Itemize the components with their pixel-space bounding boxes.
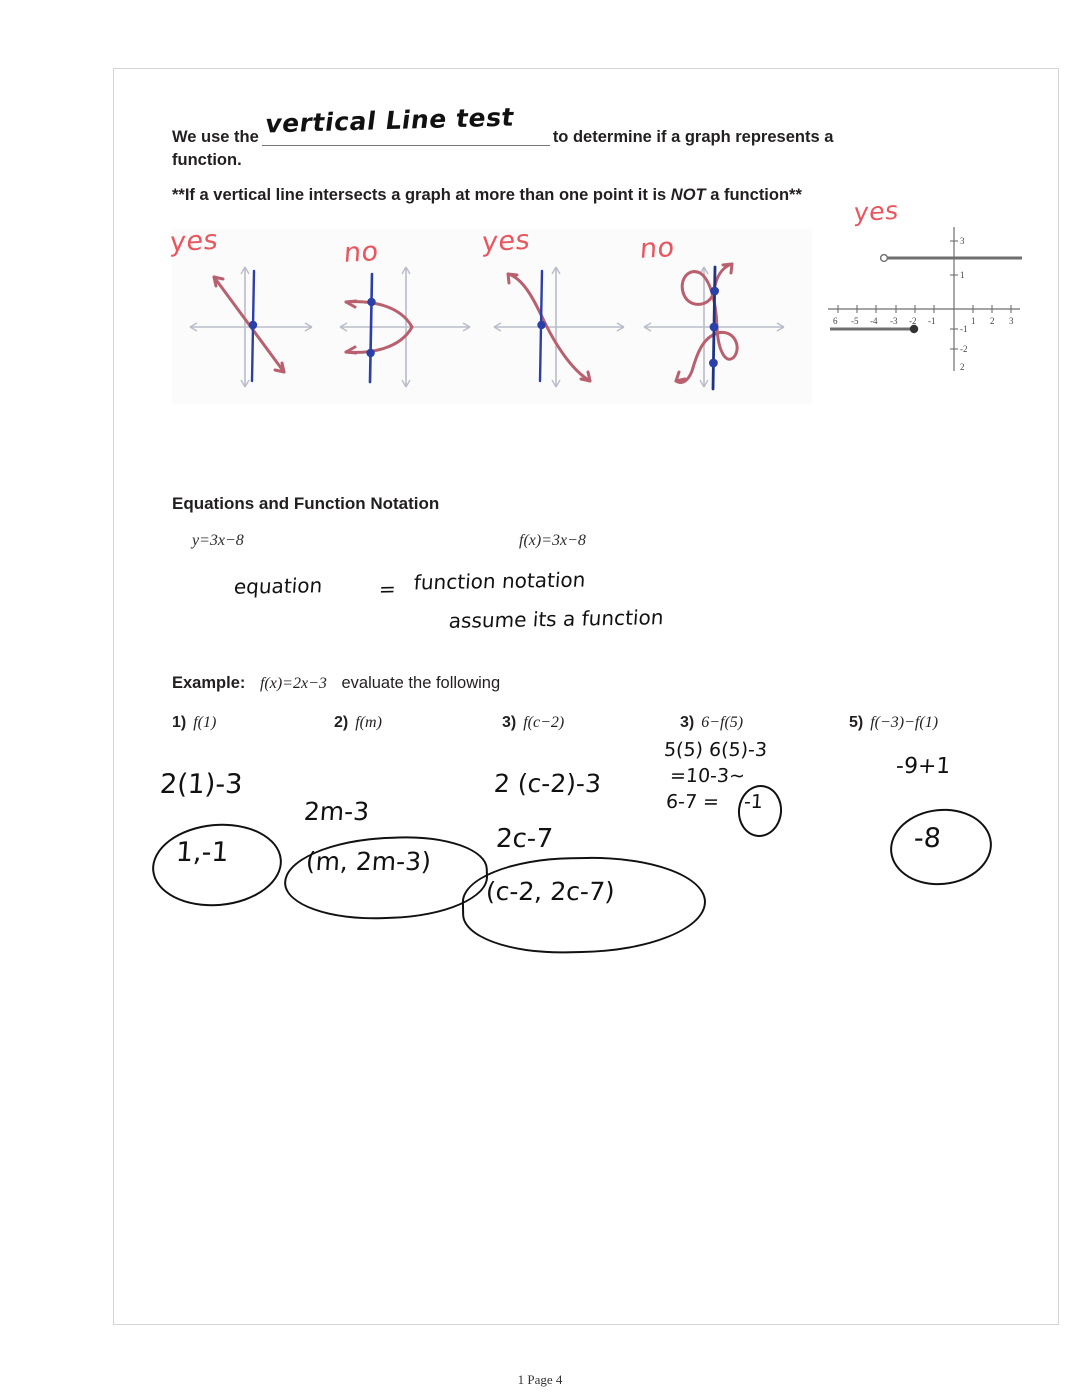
graph-line-decreasing <box>168 224 327 404</box>
svg-text:-5: -5 <box>851 316 859 326</box>
problem-1-expression: f(1) <box>193 714 217 731</box>
problem-1-number: 1) <box>172 714 187 731</box>
graph-cubic-decreasing <box>480 224 635 404</box>
svg-text:-1: -1 <box>960 324 968 334</box>
problem-5-expression: f(−3)−f(1) <box>870 714 939 731</box>
svg-text:-2: -2 <box>960 344 968 354</box>
note-suffix: a function** <box>705 186 802 204</box>
problem-4-expression: 6−f(5) <box>701 714 744 731</box>
equation-function-notation: f(x)=3x−8 <box>519 532 586 549</box>
problem-5 <box>849 714 938 732</box>
work-p4-step1: 5(5) 6(5)-3 <box>663 739 768 761</box>
example-label: Example: <box>172 674 246 692</box>
intro-text-before: We use the <box>172 128 259 146</box>
fill-in-blank-answer: vertical Line test <box>263 102 516 139</box>
vertical-line-test-examples <box>168 224 812 404</box>
work-p4-answer: -1 <box>743 791 764 813</box>
vertical-line-test-note <box>172 186 802 205</box>
example-line <box>172 674 500 693</box>
svg-text:-4: -4 <box>870 316 878 326</box>
problem-3-number: 3) <box>502 714 517 731</box>
graph-verdict-1: yes <box>168 224 220 259</box>
graph-sideways-cubic <box>634 229 789 404</box>
graph-step-function <box>824 195 1024 379</box>
problem-5-number: 5) <box>849 714 864 731</box>
graph-sideways-parabola <box>330 229 485 404</box>
intro-text-after: to determine if a graph represents a <box>552 128 834 146</box>
handwritten-equals: = <box>378 576 397 602</box>
work-p3-step: 2 (c-2)-3 <box>492 769 602 798</box>
work-p1-answer: 1,-1 <box>174 837 230 868</box>
handwritten-assume-note: assume its a function <box>448 605 665 633</box>
problem-2 <box>334 714 382 732</box>
problem-2-number: 2) <box>334 714 349 731</box>
handwritten-function-notation-label: function notation <box>413 567 587 595</box>
work-p5-answer: -8 <box>912 823 943 854</box>
work-p4-step2: =10-3~ <box>669 765 746 787</box>
svg-text:2: 2 <box>990 316 995 326</box>
work-p2-step: 2m-3 <box>302 797 371 826</box>
note-bold-not: NOT <box>670 186 706 204</box>
graph-verdict-step: yes <box>852 195 900 228</box>
svg-text:-2: -2 <box>909 316 917 326</box>
handwritten-equation-label: equation <box>233 573 324 599</box>
svg-text:3: 3 <box>1009 316 1014 326</box>
equation-y-form: y=3x−8 <box>192 532 244 549</box>
svg-text:3: 3 <box>960 236 965 246</box>
graph-verdict-4: no <box>638 232 676 265</box>
work-p5-step: -9+1 <box>895 754 952 779</box>
answer-circle-p5 <box>886 804 995 890</box>
note-prefix: **If a vertical line intersects a graph at more than one point it is <box>172 186 671 204</box>
svg-text:1: 1 <box>960 270 965 280</box>
problem-3 <box>502 714 564 732</box>
intro-paragraph <box>172 102 972 172</box>
page-footer: 1 Page 4 <box>517 1372 563 1387</box>
work-p2-answer: (m, 2m-3) <box>304 847 432 876</box>
intro-second-line: function. <box>172 151 242 169</box>
work-p3-step2: 2c-7 <box>494 824 554 854</box>
graph-verdict-3: yes <box>480 224 532 259</box>
example-function: f(x)=2x−3 <box>259 675 327 692</box>
work-p3-answer: (c-2, 2c-7) <box>484 877 616 906</box>
svg-text:2: 2 <box>960 362 965 372</box>
fill-in-blank[interactable] <box>262 102 550 146</box>
problem-2-expression: f(m) <box>355 714 382 731</box>
example-instruction: evaluate the following <box>341 674 501 692</box>
svg-text:-3: -3 <box>890 316 898 326</box>
graph-verdict-2: no <box>342 236 380 269</box>
equations-section-heading: Equations and Function Notation <box>172 494 440 513</box>
work-p1-step: 2(1)-3 <box>158 769 244 800</box>
graph-svg-step <box>824 219 1024 379</box>
work-p4-step3: 6-7 = <box>665 791 720 813</box>
svg-text:6: 6 <box>833 316 838 326</box>
worksheet-page <box>113 68 1059 1325</box>
problem-4 <box>680 714 743 732</box>
problem-3-expression: f(c−2) <box>523 714 565 731</box>
problem-1 <box>172 714 216 732</box>
problem-4-number: 3) <box>680 714 695 731</box>
svg-text:1: 1 <box>971 316 976 326</box>
svg-text:-1: -1 <box>928 316 936 326</box>
